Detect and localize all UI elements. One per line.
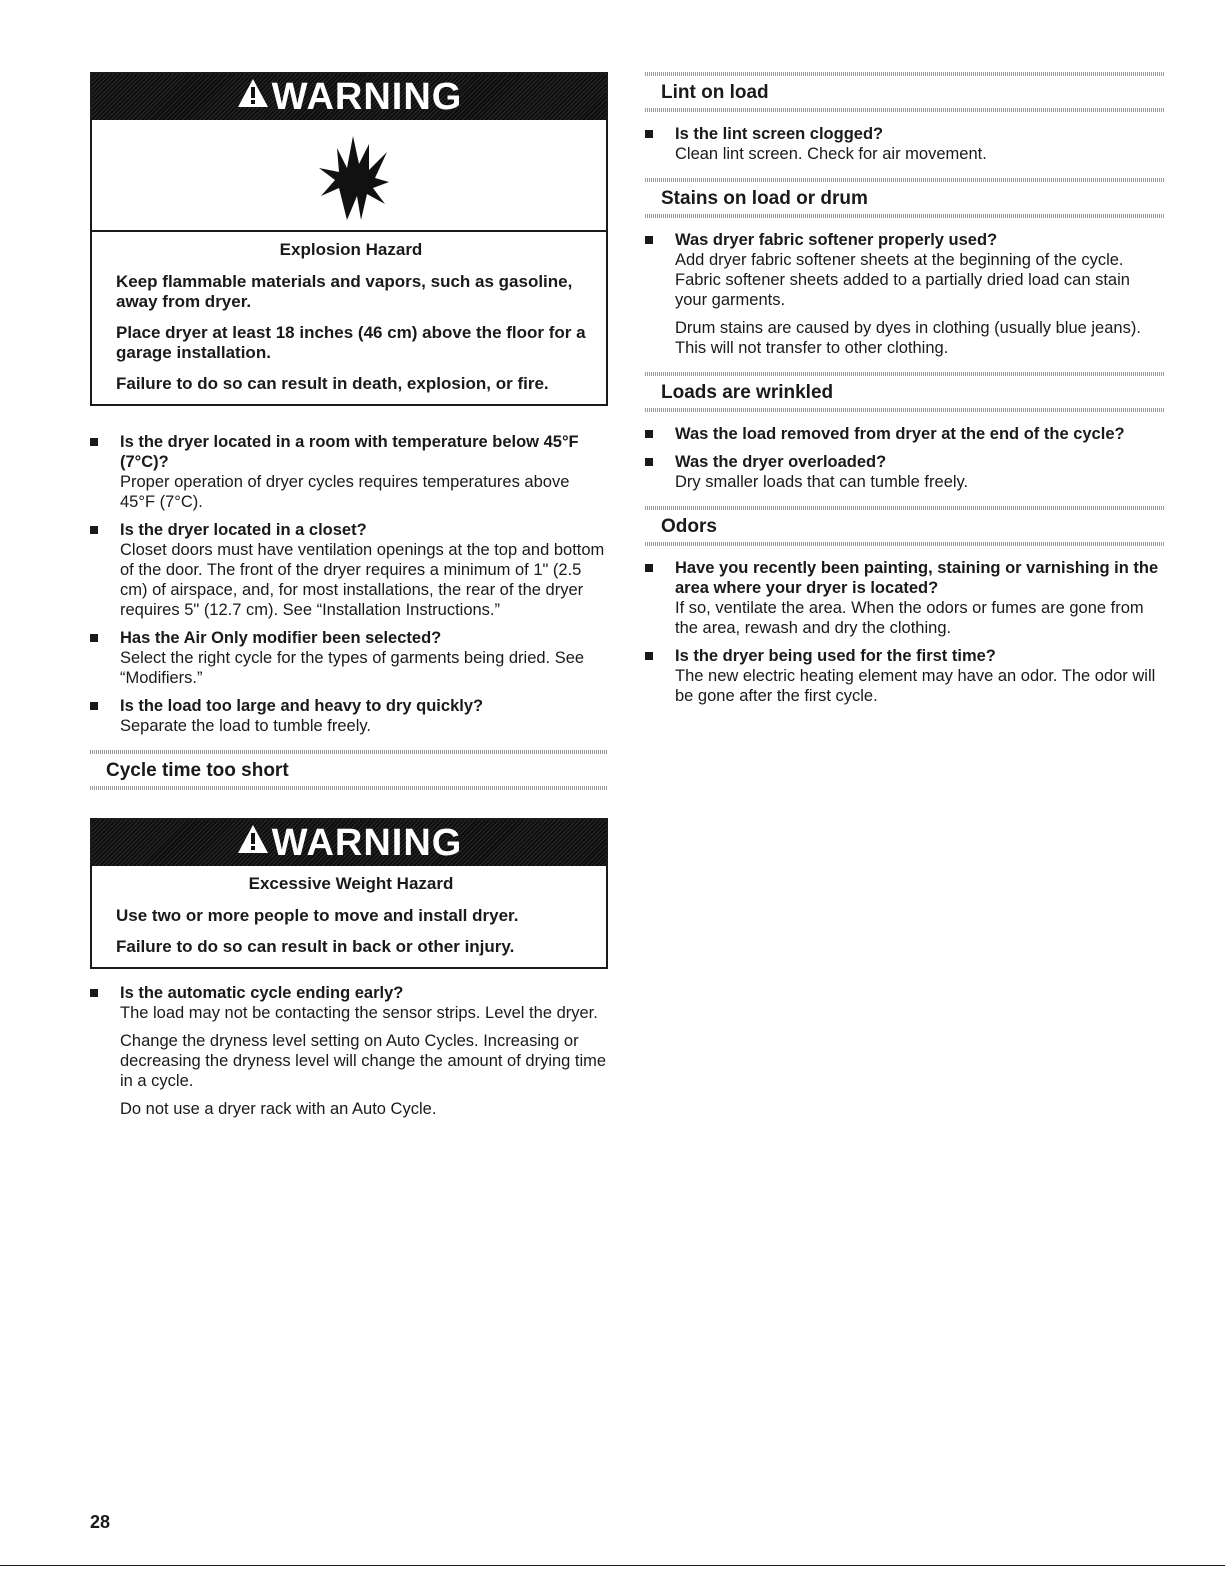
answer: If so, ventilate the area. When the odors or fumes are gone from the area, rewash and dry the clothing. [675,599,1144,637]
explosion-warning-box [90,72,608,406]
hazard-title: Excessive Weight Hazard [248,874,454,893]
warning-line: Failure to do so can result in back or other injury. [116,937,515,956]
section-heading-cycle-time [90,750,608,790]
warning-line: Use two or more people to move and install dryer. [116,906,519,925]
list-item [645,646,1165,706]
list-item [645,230,1165,358]
section-heading-lint [645,72,1165,112]
answer: Clean lint screen. Check for air movement. [675,145,987,163]
answer: Dry smaller loads that can tumble freely. [675,473,969,491]
answer-paragraph: Do not use a dryer rack with an Auto Cycle. [120,1100,437,1118]
list-item [90,432,608,512]
page-number: 28 [90,1512,111,1532]
question: Was the dryer overloaded? [675,453,887,471]
question: Is the dryer located in a room with temperature below 45°F (7°C)? [120,433,579,471]
question: Is the lint screen clogged? [675,125,884,143]
hazard-title: Explosion Hazard [279,240,423,259]
warning-triangle-icon [236,76,270,119]
warning-line: Keep flammable materials and vapors, such as gasoline, away from dryer. [116,272,573,311]
page-bottom-rule [0,1565,1225,1566]
section-title: Lint on load [661,82,769,103]
list-item [90,696,608,736]
answer: The load may not be contacting the sensor strips. Level the dryer. [120,1004,598,1022]
warning-body [92,866,606,967]
section-heading-wrinkled [645,372,1165,412]
warning-banner [92,74,606,120]
warning-banner-label: WARNING [271,75,463,118]
explosion-icon-cell [92,120,606,232]
question: Is the automatic cycle ending early? [120,984,404,1002]
warning-banner [92,820,606,866]
question: Have you recently been painting, staining or varnishing in the area where your dryer is located? [675,559,1159,597]
section-heading-stains [645,178,1165,218]
answer: Select the right cycle for the types of garments being dried. See “Modifiers.” [120,649,585,687]
weight-warning-box [90,818,608,969]
warning-line: Place dryer at least 18 inches (46 cm) above the floor for a garage installation. [116,323,586,362]
explosion-icon [317,130,391,222]
question: Has the Air Only modifier been selected? [120,629,442,647]
warning-line: Failure to do so can result in death, explosion, or fire. [116,374,549,393]
right-column [645,72,1165,714]
question: Was the load removed from dryer at the end of the cycle? [675,425,1125,443]
section-title: Stains on load or drum [661,188,868,209]
answer: Proper operation of dryer cycles requires temperatures above 45°F (7°C). [120,473,570,511]
wrinkled-questions [645,424,1165,492]
section-title: Cycle time too short [106,760,289,781]
answer-paragraph: Change the dryness level setting on Auto Cycles. Increasing or decreasing the dryness level will change the amount of drying time in a cycle. [120,1032,607,1090]
question: Is the dryer being used for the first time? [675,647,996,665]
temperature-questions [90,432,608,736]
warning-body [92,232,606,404]
question: Is the load too large and heavy to dry quickly? [120,697,484,715]
warning-triangle-icon [236,822,270,865]
warning-banner-label: WARNING [271,821,463,864]
answer: Separate the load to tumble freely. [120,717,372,735]
stains-questions [645,230,1165,358]
answer: Closet doors must have ventilation openings at the top and bottom of the door. The front of the dryer requires a minimum of 1" (2.5 cm) of airspace, and, for most installations, the rear of the dryer requires 5" (12.7 cm). See “Installation Instructions.” [120,541,605,619]
answer: Add dryer fabric softener sheets at the beginning of the cycle. Fabric softener sheets added to a partially dried load can stain your garments. [675,251,1130,309]
list-item [645,124,1165,164]
answer-paragraph: Drum stains are caused by dyes in clothing (usually blue jeans). This will not transfer to other clothing. [675,319,1141,357]
section-title: Odors [661,516,717,537]
question: Is the dryer located in a closet? [120,521,367,539]
answer: The new electric heating element may have an odor. The odor will be gone after the first cycle. [675,667,1156,705]
left-column [90,72,608,1127]
section-heading-odors [645,506,1165,546]
list-item [90,983,608,1119]
lint-questions [645,124,1165,164]
question: Was dryer fabric softener properly used? [675,231,998,249]
odors-questions [645,558,1165,706]
list-item [90,628,608,688]
list-item [645,452,1165,492]
list-item [645,424,1165,444]
list-item [645,558,1165,638]
section-title: Loads are wrinkled [661,382,834,403]
list-item [90,520,608,620]
cycle-time-questions [90,983,608,1119]
